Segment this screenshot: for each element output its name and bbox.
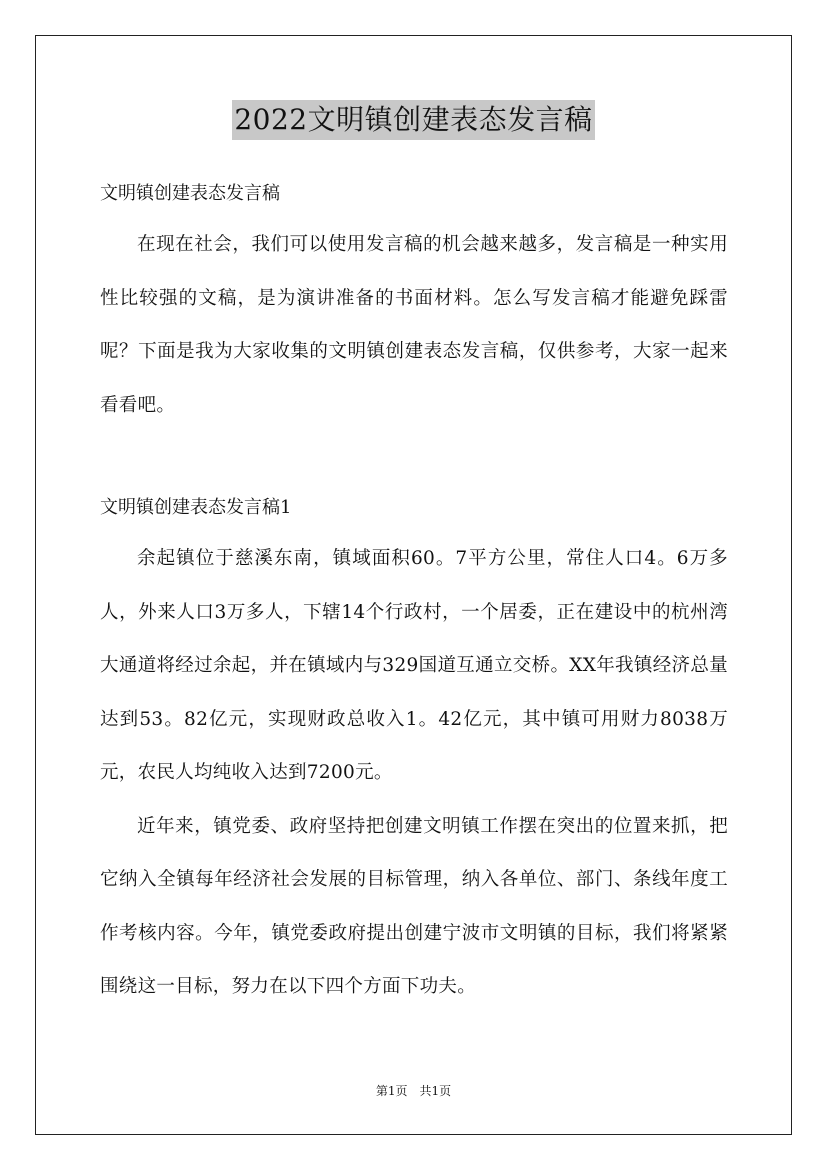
page-number: 第1页 — [375, 1084, 408, 1098]
body-paragraph-2: 近年来，镇党委、政府坚持把创建文明镇工作摆在突出的位置来抓，把它纳入全镇每年经济社会发展的目标管理，纳入各单位、部门、条线年度工作考核内容。今年，镇党委政府提出创建宁波市文明镇的目标，我们将紧紧围绕这一目标，努力在以下四个方面下功夫。 — [100, 815, 728, 997]
page-footer — [0, 1083, 827, 1099]
title-container — [0, 100, 827, 140]
document-body — [100, 170, 728, 1014]
section-spacer — [100, 432, 728, 484]
intro-heading: 文明镇创建表态发言稿 — [100, 183, 280, 204]
section-heading: 文明镇创建表态发言稿1 — [100, 497, 292, 518]
document-title: 2022文明镇创建表态发言稿 — [232, 100, 594, 140]
body-paragraph-1: 余起镇位于慈溪东南，镇域面积60。7平方公里，常住人口4。6万多人，外来人口3万多人，下辖14个行政村，一个居委，正在建设中的杭州湾大通道将经过余起，并在镇域内与329国道互通立交桥。XX年我镇经济总量达到53。82亿元，实现财政总收入1。42亿元，其中镇可用财力8038万元，农民人均纯收入达到7200元。 — [100, 548, 728, 783]
intro-paragraph: 在现在社会，我们可以使用发言稿的机会越来越多，发言稿是一种实用性比较强的文稿，是为演讲准备的书面材料。怎么写发言稿才能避免踩雷呢？下面是我为大家收集的文明镇创建表态发言稿，仅供参考，大家一起来看看吧。 — [100, 234, 728, 416]
page-total: 共1页 — [419, 1084, 452, 1098]
